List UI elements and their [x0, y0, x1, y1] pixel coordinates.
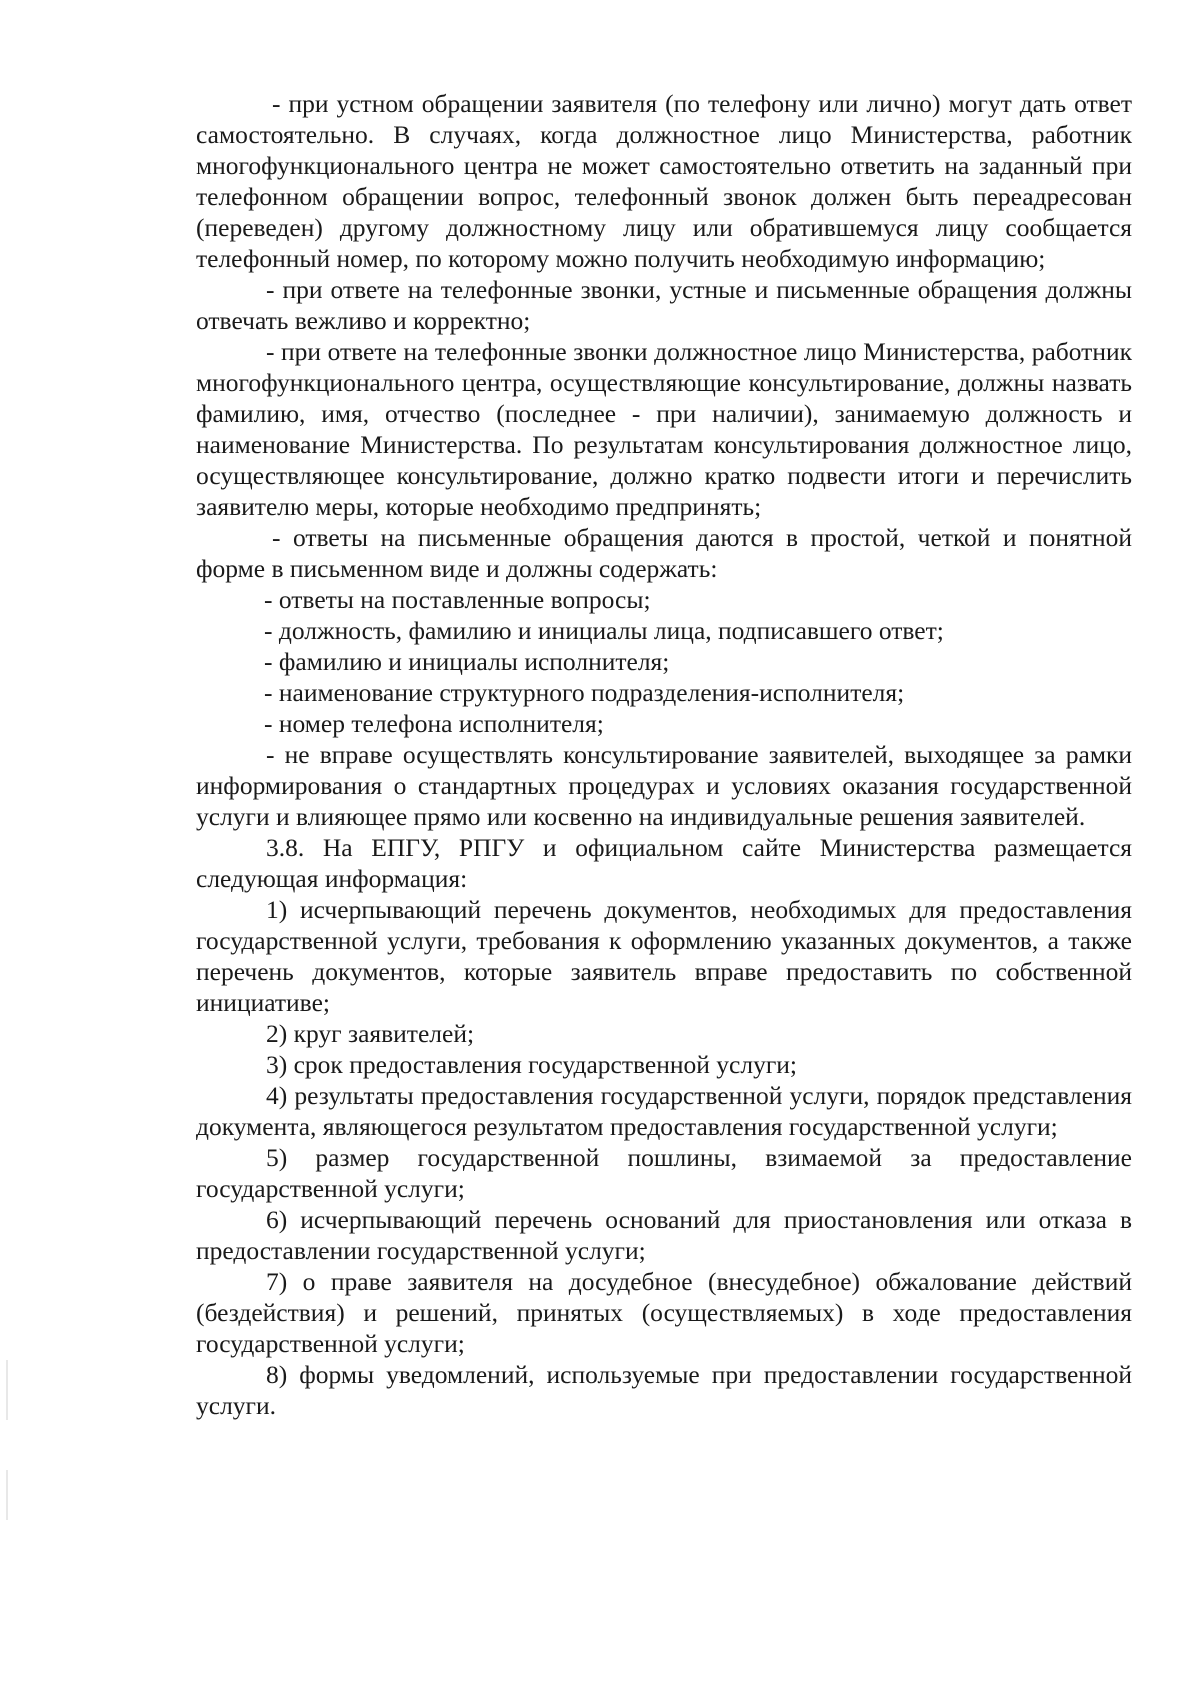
margin-scan-mark: [6, 1470, 8, 1520]
document-page: [196, 88, 1132, 1421]
numbered-item: 3) срок предоставления государственной услуги;: [266, 1050, 798, 1079]
numbered-item: 5) размер государственной пошлины, взимаемой за предоставление государственной услуги;: [196, 1143, 1132, 1203]
list-item: - должность, фамилию и инициалы лица, подписавшего ответ;: [264, 616, 944, 645]
list-item: - ответы на поставленные вопросы;: [264, 585, 651, 614]
paragraph-consulting-limits: - не вправе осуществлять консультирование заявителей, выходящее за рамки информирования о стандартных процедурах и условиях оказания государственной услуги и влияющее прямо или косвенно на индивидуальные решения заявителей.: [196, 740, 1132, 831]
paragraph-written-answers: - ответы на письменные обращения даются в простой, четкой и понятной форме в письменном виде и должны содержать:: [196, 523, 1132, 583]
numbered-item: 8) формы уведомлений, используемые при предоставлении государственной услуги.: [196, 1360, 1132, 1420]
numbered-item: 2) круг заявителей;: [266, 1019, 475, 1048]
numbered-item: 6) исчерпывающий перечень оснований для приостановления или отказа в предоставлении государственной услуги;: [196, 1205, 1132, 1265]
numbered-item: 4) результаты предоставления государственной услуги, порядок представления документа, являющегося результатом предоставления государственной услуги;: [196, 1081, 1132, 1141]
list-item: - фамилию и инициалы исполнителя;: [264, 647, 670, 676]
numbered-item: 7) о праве заявителя на досудебное (внесудебное) обжалование действий (бездействия) и решений, принятых (осуществляемых) в ходе предоставления государственной услуги;: [196, 1267, 1132, 1358]
numbered-item: 1) исчерпывающий перечень документов, необходимых для предоставления государственной услуги, требования к оформлению указанных документов, а также перечень документов, которые заявитель вправе предоставить по собственной инициативе;: [196, 895, 1132, 1017]
list-item: - номер телефона исполнителя;: [264, 709, 604, 738]
paragraph-polite-answer: - при ответе на телефонные звонки, устные и письменные обращения должны отвечать вежливо и корректно;: [196, 275, 1132, 335]
section-3-8-heading: 3.8. На ЕПГУ, РПГУ и официальном сайте Министерства размещается следующая информация:: [196, 833, 1132, 893]
paragraph-phone-answer: - при ответе на телефонные звонки должностное лицо Министерства, работник многофункционального центра, осуществляющие консультирование, должны назвать фамилию, имя, отчество (последнее - при наличии), занимаемую должность и наименование Министерства. По результатам консультирования должностное лицо, осуществляющее консультирование, должно кратко подвести итоги и перечислить заявителю меры, которые необходимо предпринять;: [196, 337, 1132, 521]
list-item: - наименование структурного подразделения-исполнителя;: [264, 678, 905, 707]
paragraph-oral-request: - при устном обращении заявителя (по телефону или лично) могут дать ответ самостоятельно. В случаях, когда должностное лицо Министерства, работник многофункционального центра не может самостоятельно ответить на заданный при телефонном обращении вопрос, телефонный звонок должен быть переадресован (переведен) другому должностному лицу или обратившемуся лицу сообщается телефонный номер, по которому можно получить необходимую информацию;: [196, 89, 1132, 273]
margin-scan-mark: [6, 1360, 8, 1420]
